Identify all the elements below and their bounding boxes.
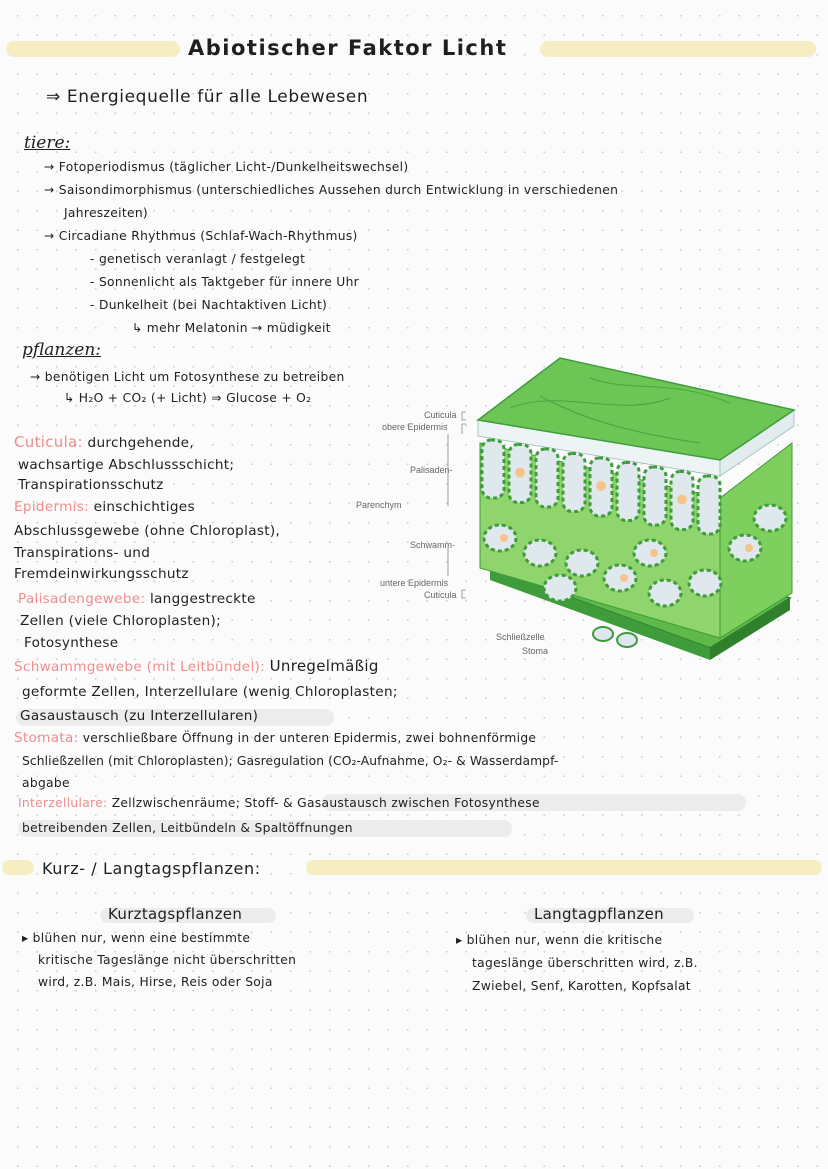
tiere-line-7: - Dunkelheit (bei Nachtaktiven Licht) [90, 298, 328, 312]
label-cuticula-bottom: Cuticula [424, 590, 457, 600]
schwamm-def-line-3: Gasaustausch (zu Interzellularen) [20, 708, 259, 724]
epidermis-def-line-1 [14, 500, 195, 516]
cell-nucleus [596, 481, 606, 491]
spongy-cell [754, 505, 786, 531]
pflanzen-heading: pflanzen: [22, 340, 101, 360]
palisade-cell [698, 476, 720, 534]
cuticula-def-line-2: wachsartige Abschlussschicht; [18, 457, 235, 473]
label-untere-epidermis: untere Epidermis [380, 578, 449, 588]
leaf-cross-section-diagram [470, 348, 800, 668]
tiere-line-4: → Circadiane Rhythmus (Schlaf-Wach-Rhythmus) [44, 229, 358, 243]
epidermis-def-line-3: Transpirations- und [14, 545, 151, 561]
epidermis-text-1: einschichtiges [93, 499, 195, 515]
palisade-cell [536, 449, 558, 507]
cell-nucleus [677, 495, 687, 505]
tiere-line-5: - genetisch veranlagt / festgelegt [90, 252, 306, 266]
palisade-cell [644, 467, 666, 525]
kurz-line-2: kritische Tageslänge nicht überschritten [38, 953, 297, 967]
label-cuticula-top: Cuticula [424, 410, 457, 420]
title-highlight-left [6, 41, 180, 57]
schwamm-def-line-2: geformte Zellen, Interzellulare (wenig Chloroplasten; [22, 684, 398, 700]
pflanzen-line-2: ↳ H₂O + CO₂ (+ Licht) ⇒ Glucose + O₂ [64, 391, 312, 405]
title-highlight-right [540, 41, 816, 57]
spongy-cell [649, 580, 681, 606]
lang-line-2: tageslänge überschritten wird, z.B. [472, 956, 698, 970]
interzellulare-def-line-2: betreibenden Zellen, Leitbündeln & Spaltöffnungen [22, 821, 353, 835]
kurz-line-3: wird, z.B. Mais, Hirse, Reis oder Soja [38, 975, 273, 989]
page-title: Abiotischer Faktor Licht [188, 36, 508, 60]
guard-cell-right [617, 633, 637, 647]
epidermis-def-line-2: Abschlussgewebe (ohne Chloroplast), [14, 523, 281, 539]
palisaden-text-1: langgestreckte [149, 591, 256, 607]
epidermis-def-line-4: Fremdeinwirkungsschutz [14, 566, 189, 582]
schwamm-def-line-1 [14, 658, 379, 676]
spongy-cell [524, 540, 556, 566]
label-schwamm: Schwamm- [410, 540, 456, 550]
palisade-cell [482, 440, 504, 498]
schwamm-term: Schwammgewebe (mit Leitbündel): [14, 659, 266, 675]
stomata-def-line-3: abgabe [22, 776, 70, 790]
tiere-line-2: → Saisondimorphismus (unterschiedliches Aussehen durch Entwicklung in verschiedenen [44, 183, 619, 197]
label-stoma: Stoma [522, 646, 549, 656]
kurz-line-1: ▸ blühen nur, wenn eine bestimmte [22, 931, 251, 945]
stomata-text-1: verschließbare Öffnung in der unteren Epidermis, zwei bohnenförmige [82, 731, 537, 745]
palisaden-def-line-1 [18, 592, 256, 608]
cuticula-text-1: durchgehende, [87, 435, 194, 451]
stomata-def-line-1 [14, 731, 536, 747]
cuticula-def-line-3: Transpirationsschutz [18, 477, 164, 493]
tiere-line-1: → Fotoperiodismus (täglicher Licht-/Dunkelheitswechsel) [44, 160, 409, 174]
palisaden-term: Palisadengewebe: [18, 591, 146, 607]
guard-cell-left [593, 627, 613, 641]
label-brackets [404, 408, 474, 658]
kurz-lang-highlight-right [306, 860, 822, 875]
tiere-line-8: ↳ mehr Melatonin → müdigkeit [132, 321, 331, 335]
cell-nucleus [620, 574, 628, 582]
kurz-lang-heading: Kurz- / Langtagspflanzen: [42, 859, 261, 878]
cuticula-def-line-1 [14, 434, 194, 452]
palisade-cell [563, 454, 585, 512]
interzellulare-text-1: Zellzwischenräume; Stoff- & Gasaustausch zwischen Fotosynthese [111, 796, 540, 810]
cell-nucleus [515, 468, 525, 478]
interzellulare-term: Interzellulare: [18, 796, 108, 810]
label-schliesszelle: Schließzelle [496, 632, 545, 642]
tiere-line-3: Jahreszeiten) [64, 206, 149, 220]
stomata-term: Stomata: [14, 730, 79, 746]
lang-line-1: ▸ blühen nur, wenn die kritische [456, 933, 663, 947]
pflanzen-line-1: → benötigen Licht um Fotosynthese zu betreiben [30, 370, 345, 384]
interzellulare-def-line-1 [18, 796, 540, 810]
kurz-title: Kurztagspflanzen [108, 905, 243, 923]
epidermis-term: Epidermis: [14, 499, 90, 515]
spongy-cell [544, 575, 576, 601]
energy-line: ⇒ Energiequelle für alle Lebewesen [46, 87, 369, 107]
palisaden-def-line-3: Fotosynthese [24, 635, 119, 651]
tiere-line-6: - Sonnenlicht als Taktgeber für innere Uhr [90, 275, 360, 289]
cell-nucleus [745, 544, 753, 552]
stomata-def-line-2: Schließzellen (mit Chloroplasten); Gasregulation (CO₂-Aufnahme, O₂- & Wasserdampf- [22, 754, 559, 768]
schwamm-text-1: Unregelmäßig [269, 657, 379, 675]
tiere-heading: tiere: [24, 133, 71, 153]
label-parenchym: Parenchym [356, 500, 402, 510]
lang-title: Langtagpflanzen [534, 905, 664, 923]
cuticula-term: Cuticula: [14, 433, 83, 451]
label-obere-epidermis: obere Epidermis [382, 422, 448, 432]
lang-line-3: Zwiebel, Senf, Karotten, Kopfsalat [472, 979, 691, 993]
kurz-lang-highlight-left [2, 860, 34, 875]
palisaden-def-line-2: Zellen (viele Chloroplasten); [20, 613, 221, 629]
label-palisaden: Palisaden- [410, 465, 453, 475]
cell-nucleus [500, 534, 508, 542]
spongy-cell [689, 570, 721, 596]
palisade-cell [617, 463, 639, 521]
spongy-cell [566, 550, 598, 576]
cell-nucleus [650, 549, 658, 557]
